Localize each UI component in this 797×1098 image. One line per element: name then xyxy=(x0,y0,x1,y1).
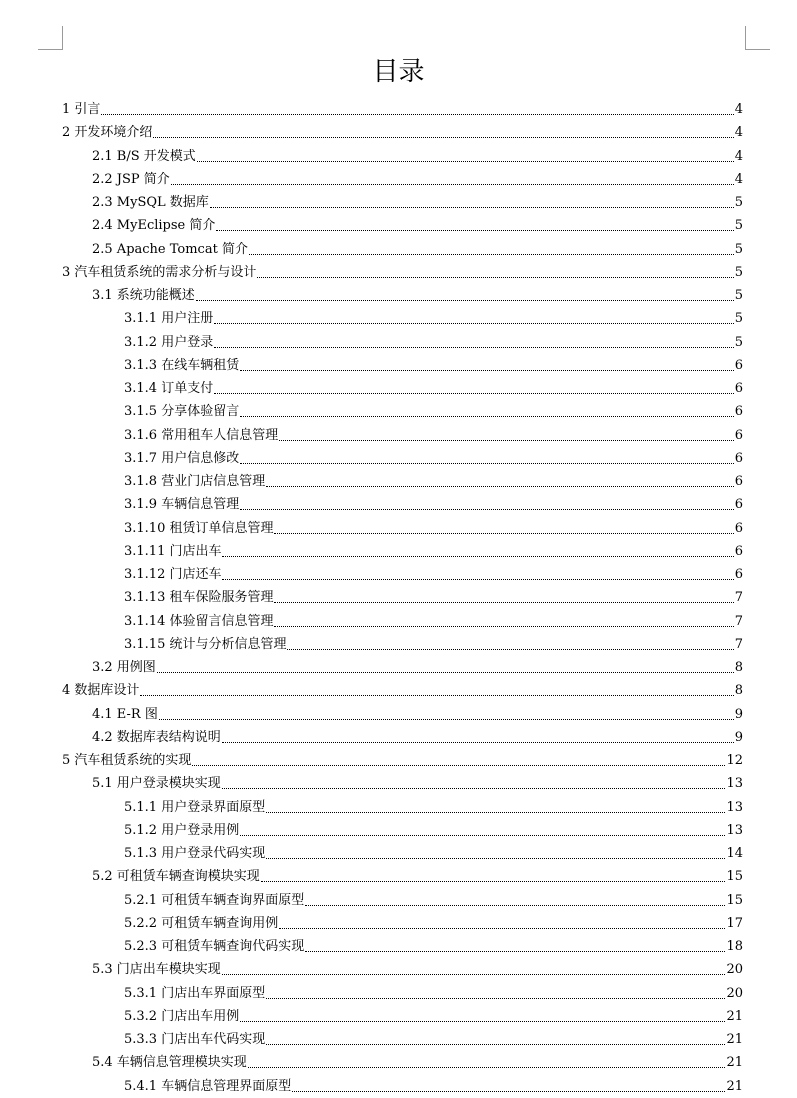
toc-dot-leader xyxy=(287,648,733,650)
toc-entry-page-number: 8 xyxy=(734,683,743,699)
toc-entry-page-number: 4 xyxy=(734,148,743,164)
toc-entry-page-number: 17 xyxy=(726,915,743,931)
toc-entry[interactable] xyxy=(124,816,743,839)
toc-entry[interactable] xyxy=(92,769,743,792)
toc-entry-title: 2.1 B/S 开发模式 xyxy=(92,148,196,164)
toc-entry-page-number: 6 xyxy=(734,404,743,420)
toc-entry-title: 5.2.1 可租赁车辆查询界面原型 xyxy=(124,892,305,908)
toc-entry-page-number: 6 xyxy=(734,543,743,559)
crop-mark-top-left-vertical xyxy=(62,26,63,49)
toc-entry-page-number: 13 xyxy=(726,776,743,792)
toc-entry[interactable] xyxy=(124,979,743,1002)
toc-entry-title: 4.1 E-R 图 xyxy=(92,706,158,722)
toc-entry[interactable] xyxy=(92,955,743,978)
toc-entry-title: 3.1.9 车辆信息管理 xyxy=(124,497,240,513)
toc-dot-leader xyxy=(292,1090,725,1092)
toc-dot-leader xyxy=(153,136,733,138)
toc-entry[interactable] xyxy=(92,723,743,746)
toc-entry-title: 5.3.1 门店出车界面原型 xyxy=(124,985,266,1001)
toc-entry[interactable] xyxy=(124,839,743,862)
toc-entry-title: 5.4 车辆信息管理模块实现 xyxy=(92,1055,247,1071)
toc-dot-leader xyxy=(266,997,725,999)
toc-entry[interactable] xyxy=(124,351,743,374)
toc-entry[interactable] xyxy=(92,700,743,723)
toc-entry-title: 3.1.13 租车保险服务管理 xyxy=(124,590,274,606)
toc-dot-leader xyxy=(266,811,725,813)
toc-entry-title: 3.1 系统功能概述 xyxy=(92,288,195,303)
toc-dot-leader xyxy=(197,160,734,162)
toc-entry-page-number: 6 xyxy=(734,357,743,373)
toc-entry[interactable] xyxy=(124,514,743,537)
toc-entry-page-number: 5 xyxy=(734,195,743,210)
toc-entry-page-number: 6 xyxy=(734,567,743,582)
toc-dot-leader xyxy=(101,113,733,115)
toc-entry[interactable] xyxy=(92,653,743,676)
toc-entry-page-number: 5 xyxy=(734,288,743,303)
toc-entry-title: 3.1.4 订单支付 xyxy=(124,381,214,396)
toc-entry-title: 3.1.11 门店出车 xyxy=(124,543,222,559)
toc-entry-page-number: 6 xyxy=(734,520,743,536)
toc-entry-title: 5.3.3 门店出车代码实现 xyxy=(124,1032,266,1047)
toc-entry-page-number: 15 xyxy=(726,869,743,885)
page-title: 目录 xyxy=(372,57,425,87)
toc-dot-leader xyxy=(266,485,734,487)
toc-entry-title: 3.1.5 分享体验留言 xyxy=(124,404,240,420)
toc-entry-title: 5.2.2 可租赁车辆查询用例 xyxy=(124,915,279,931)
toc-entry-title: 3.1.1 用户注册 xyxy=(124,311,214,327)
toc-dot-leader xyxy=(249,253,734,255)
toc-entry-page-number: 15 xyxy=(726,892,743,908)
toc-entry-page-number: 7 xyxy=(734,590,743,606)
toc-dot-leader xyxy=(159,718,734,720)
toc-entry[interactable] xyxy=(92,235,743,258)
toc-entry[interactable] xyxy=(92,142,743,165)
toc-entry-title: 5.1.2 用户登录用例 xyxy=(124,822,240,838)
toc-entry-title: 3.1.15 统计与分析信息管理 xyxy=(124,636,287,652)
toc-entry[interactable] xyxy=(124,374,743,397)
toc-dot-leader xyxy=(222,578,733,580)
toc-entry-page-number: 6 xyxy=(734,497,743,513)
toc-dot-leader xyxy=(248,1066,726,1068)
toc-entry[interactable] xyxy=(124,1002,743,1025)
toc-entry-title: 3.1.3 在线车辆租赁 xyxy=(124,357,240,373)
toc-dot-leader xyxy=(274,625,733,627)
toc-dot-leader xyxy=(240,834,725,836)
toc-entry-page-number: 4 xyxy=(734,125,743,141)
toc-entry-title: 5.3.2 门店出车用例 xyxy=(124,1008,240,1024)
toc-entry[interactable] xyxy=(124,1025,743,1048)
toc-entry[interactable] xyxy=(124,909,743,932)
toc-dot-leader xyxy=(140,694,733,696)
toc-dot-leader xyxy=(240,508,734,510)
toc-entry-title: 3.1.10 租赁订单信息管理 xyxy=(124,520,274,536)
toc-entry-title: 2.5 Apache Tomcat 简介 xyxy=(92,241,248,257)
toc-dot-leader xyxy=(222,973,726,975)
toc-entry[interactable] xyxy=(92,862,743,885)
toc-entry-page-number: 20 xyxy=(726,985,743,1001)
toc-entry-page-number: 7 xyxy=(734,613,743,629)
toc-dot-leader xyxy=(261,880,726,882)
toc-entry-title: 5.1.3 用户登录代码实现 xyxy=(124,846,266,861)
toc-dot-leader xyxy=(279,927,725,929)
toc-entry[interactable] xyxy=(124,793,743,816)
toc-dot-leader xyxy=(216,229,733,231)
toc-entry-title: 3.1.8 营业门店信息管理 xyxy=(124,474,266,489)
toc-entry-title: 4 数据库设计 xyxy=(62,683,140,699)
toc-entry[interactable] xyxy=(124,560,743,583)
toc-dot-leader xyxy=(266,857,725,859)
toc-entry-page-number: 20 xyxy=(726,962,743,978)
toc-entry[interactable] xyxy=(124,421,743,444)
toc-entry-page-number: 21 xyxy=(726,1008,743,1024)
toc-entry-title: 3 汽车租赁系统的需求分析与设计 xyxy=(62,264,257,280)
toc-entry[interactable] xyxy=(92,211,743,234)
toc-entry-page-number: 5 xyxy=(734,334,743,350)
toc-dot-leader xyxy=(240,1020,725,1022)
toc-dot-leader xyxy=(157,671,734,673)
toc-entry[interactable] xyxy=(62,95,743,118)
toc-entry-title: 5.1.1 用户登录界面原型 xyxy=(124,799,266,815)
toc-entry-title: 2.4 MyEclipse 简介 xyxy=(92,218,216,234)
toc-entry-title: 3.1.7 用户信息修改 xyxy=(124,450,240,466)
toc-entry-title: 1 引言 xyxy=(62,102,101,117)
toc-entry-page-number: 9 xyxy=(734,706,743,722)
toc-entry-title: 4.2 数据库表结构说明 xyxy=(92,729,221,745)
toc-dot-leader xyxy=(274,532,733,534)
toc-entry-page-number: 6 xyxy=(734,381,743,396)
toc-entry-title: 2.2 JSP 简介 xyxy=(92,171,170,187)
toc-entry[interactable] xyxy=(124,328,743,351)
toc-dot-leader xyxy=(196,299,734,301)
toc-entry-title: 5.2.3 可租赁车辆查询代码实现 xyxy=(124,939,305,954)
toc-entry-page-number: 14 xyxy=(726,846,743,861)
toc-dot-leader xyxy=(240,462,734,464)
toc-dot-leader xyxy=(214,322,734,324)
toc-entry-page-number: 6 xyxy=(734,474,743,489)
toc-entry-page-number: 5 xyxy=(734,311,743,327)
toc-entry[interactable] xyxy=(124,1072,743,1095)
toc-entry-page-number: 5 xyxy=(734,264,743,280)
toc-entry-page-number: 13 xyxy=(726,799,743,815)
toc-entry[interactable] xyxy=(124,397,743,420)
toc-entry[interactable] xyxy=(124,304,743,327)
toc-entry-title: 5 汽车租赁系统的实现 xyxy=(62,753,192,768)
toc-entry-page-number: 21 xyxy=(726,1032,743,1047)
toc-dot-leader xyxy=(222,555,733,557)
toc-entry-title: 5.2 可租赁车辆查询模块实现 xyxy=(92,869,260,885)
toc-entry[interactable] xyxy=(92,1048,743,1071)
toc-entry-title: 2.3 MySQL 数据库 xyxy=(92,195,209,210)
toc-entry[interactable] xyxy=(124,444,743,467)
toc-entry-page-number: 12 xyxy=(726,753,743,768)
toc-entry[interactable] xyxy=(62,258,743,281)
toc-entry-page-number: 9 xyxy=(734,729,743,745)
toc-entry-title: 3.2 用例图 xyxy=(92,660,156,675)
toc-entry-page-number: 8 xyxy=(734,660,743,675)
toc-entry-title: 3.1.2 用户登录 xyxy=(124,334,214,350)
toc-dot-leader xyxy=(305,904,725,906)
toc-dot-leader xyxy=(240,369,734,371)
toc-dot-leader xyxy=(257,276,733,278)
toc-entry-page-number: 5 xyxy=(734,218,743,234)
toc-dot-leader xyxy=(274,601,733,603)
toc-dot-leader xyxy=(279,439,734,441)
toc-entry-page-number: 7 xyxy=(734,636,743,652)
crop-mark-top-right-vertical xyxy=(745,26,746,49)
toc-entry[interactable] xyxy=(124,886,743,909)
toc-entry[interactable] xyxy=(124,607,743,630)
toc-entry-title: 5.3 门店出车模块实现 xyxy=(92,962,221,978)
toc-dot-leader xyxy=(222,741,734,743)
toc-entry[interactable] xyxy=(124,583,743,606)
toc-entry[interactable] xyxy=(124,467,743,490)
toc-entry-page-number: 6 xyxy=(734,427,743,443)
toc-entry-page-number: 21 xyxy=(726,1055,743,1071)
toc-dot-leader xyxy=(305,950,725,952)
toc-entry[interactable] xyxy=(62,746,743,769)
toc-dot-leader xyxy=(222,787,726,789)
toc-entry[interactable] xyxy=(62,676,743,699)
toc-dot-leader xyxy=(192,764,725,766)
toc-entry-page-number: 18 xyxy=(726,939,743,954)
toc-entry-title: 5.1 用户登录模块实现 xyxy=(92,776,221,792)
crop-mark-top-right-horizontal xyxy=(745,49,770,50)
toc-dot-leader xyxy=(266,1043,725,1045)
toc-entry-page-number: 13 xyxy=(726,822,743,838)
toc-entry[interactable] xyxy=(124,932,743,955)
toc-entry[interactable] xyxy=(62,118,743,141)
toc-entry-title: 2 开发环境介绍 xyxy=(62,125,153,141)
toc-dot-leader xyxy=(210,206,734,208)
toc-entry-title: 3.1.6 常用租车人信息管理 xyxy=(124,427,279,443)
crop-mark-top-left-horizontal xyxy=(38,49,63,50)
toc-entry[interactable] xyxy=(124,537,743,560)
toc-dot-leader xyxy=(171,183,734,185)
toc-entry-page-number: 4 xyxy=(734,171,743,187)
toc-entry[interactable] xyxy=(92,188,743,211)
toc-entry-title: 3.1.14 体验留言信息管理 xyxy=(124,613,274,629)
toc-dot-leader xyxy=(240,415,734,417)
toc-dot-leader xyxy=(214,392,734,394)
toc-entry[interactable] xyxy=(92,281,743,304)
toc-entry-title: 3.1.12 门店还车 xyxy=(124,567,222,582)
toc-entry-page-number: 5 xyxy=(734,241,743,257)
toc-entry[interactable] xyxy=(124,630,743,653)
toc-entry-page-number: 4 xyxy=(734,102,743,117)
toc-entry[interactable] xyxy=(124,490,743,513)
toc-entry-title: 5.4.1 车辆信息管理界面原型 xyxy=(124,1078,292,1094)
toc-entry-page-number: 6 xyxy=(734,450,743,466)
toc-dot-leader xyxy=(214,346,734,348)
toc-entry-page-number: 21 xyxy=(726,1078,743,1094)
toc-entry[interactable] xyxy=(92,165,743,188)
